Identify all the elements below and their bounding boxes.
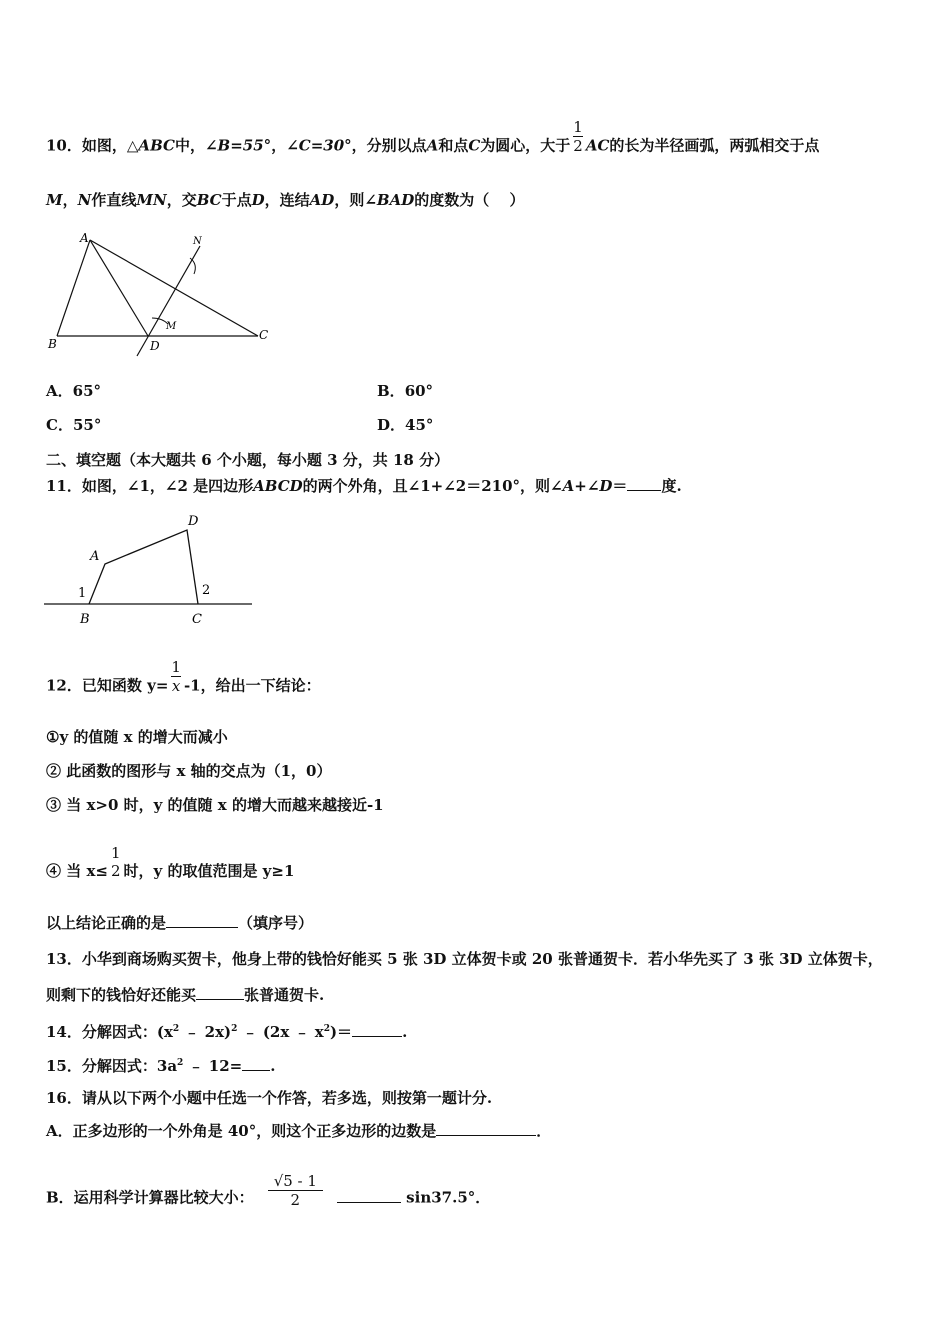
label-a: A (80, 231, 89, 245)
q11-answer-blank[interactable] (627, 476, 661, 491)
q10-option-a[interactable]: A．65° (46, 382, 102, 400)
q16b-answer-blank[interactable] (337, 1188, 401, 1203)
q12-conclusion-2: ② 此函数的图形与 x 轴的交点为（1，0） (46, 762, 332, 780)
q10-line1: 10．如图，△ABC中，∠B=55°，∠C=30°，分别以点A和点C为圆心，大于 $\frac{1}{2}$ AC的长为半径画弧，两弧相交于点 (46, 118, 820, 155)
label-angle-2: 2 (202, 583, 211, 598)
q12-c4-fraction: 1 2 (110, 844, 121, 880)
label-d: D (150, 339, 160, 353)
label-m: M (166, 321, 177, 332)
q15-text: 15．分解因式：$3a^2$ ﹣ 12= . (46, 1057, 276, 1075)
label-d: D (188, 514, 199, 529)
q15-answer-blank[interactable] (242, 1056, 270, 1071)
q10-option-c[interactable]: C．55° (46, 416, 102, 434)
q11-quadrilateral-figure (40, 508, 260, 630)
q12-answer-line: 以上结论正确的是 （填序号） (46, 914, 314, 932)
q12-conclusion-3: ③ 当 x>0 时，y 的值随 x 的增大而越来越接近-1 (46, 796, 384, 814)
line-mn (137, 246, 200, 356)
quad-abcd (89, 530, 198, 604)
q13-line2: 则剩下的钱恰好还能买 张普通贺卡. (46, 986, 325, 1004)
q12-stem: 12．已知函数 y= $\frac{1}{x}$ -1，给出一下结论： (46, 658, 321, 695)
q16a-answer-blank[interactable] (436, 1121, 536, 1136)
label-b: B (48, 337, 57, 351)
q10-triangle-figure (40, 228, 280, 358)
label-n: N (193, 236, 202, 247)
q12-conclusion-1: ①y 的值随 x 的增大而减小 (46, 728, 228, 746)
q16-intro: 16．请从以下两个小题中任选一个作答，若多选，则按第一题计分. (46, 1089, 493, 1107)
arc-n (190, 258, 195, 274)
q13-line1: 13．小华到商场购买贺卡，他身上带的钱恰好能买 5 张 3D 立体贺卡或 20 张普通贺卡．若小华先买了 3 张 3D 立体贺卡， (46, 950, 883, 968)
q14-answer-blank[interactable] (352, 1022, 402, 1037)
q14-text: 14．分解因式：($x^2$ ﹣ 2x)$^2$ ﹣ (2x ﹣ $x^2)=$ . (46, 1023, 408, 1041)
segment-ab (57, 240, 90, 336)
q10-line2: M，N作直线MN，交BC于点D，连结AD，则∠BAD的度数为（ ） (46, 191, 525, 209)
q10-fraction: $\frac{1}{2}$ (573, 118, 583, 155)
q12-fraction: $\frac{1}{x}$ (171, 658, 181, 695)
label-c: C (259, 328, 269, 342)
label-c: C (192, 612, 202, 627)
section-title: 二、填空题（本大题共 6 个小题，每小题 3 分，共 18 分） (46, 451, 450, 469)
q10-option-b[interactable]: B．60° (377, 382, 434, 400)
q16-fraction: $\frac{√5 - 1}{2}$ (268, 1172, 323, 1209)
q13-answer-blank[interactable] (196, 985, 244, 1000)
label-angle-1: 1 (78, 586, 87, 601)
q12-conclusion-4: ④ 当 x≤ 1 2 时，y 的取值范围是 y≥1 (46, 844, 295, 880)
q16-part-b: B．运用科学计算器比较大小： $\frac{√5 - 1}{2}$ sin37.5°． (46, 1172, 491, 1209)
label-a: A (90, 549, 100, 564)
q12-answer-blank[interactable] (166, 913, 238, 928)
q10-option-d[interactable]: D．45° (377, 416, 434, 434)
label-b: B (80, 612, 90, 627)
q11-text: 11．如图，∠1，∠2 是四边形ABCD的两个外角，且∠1+∠2＝210°，则∠A+∠D＝ 度. (46, 477, 682, 495)
q16-part-a: A．正多边形的一个外角是 40°，则这个正多边形的边数是 ． (46, 1122, 552, 1140)
segment-ad (90, 240, 148, 336)
